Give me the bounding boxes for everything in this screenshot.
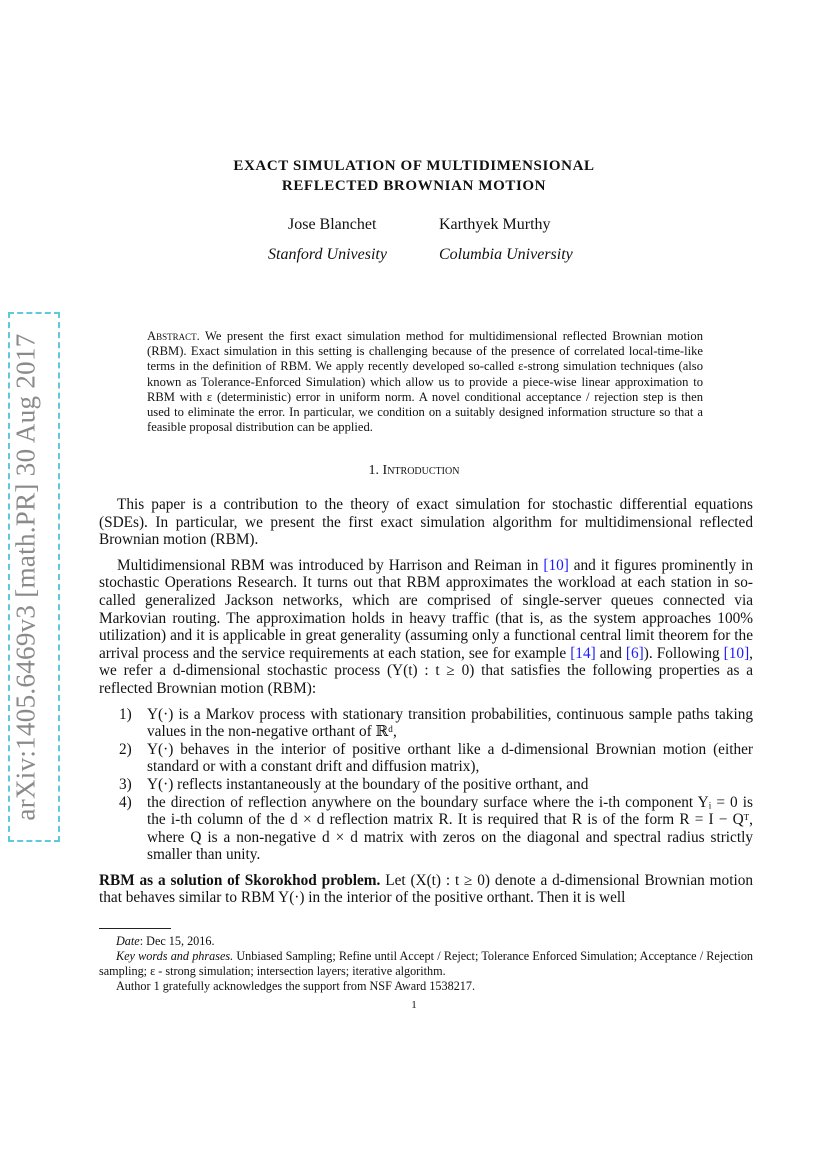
page-number: 1 — [411, 999, 417, 1011]
text-run: and — [595, 644, 626, 662]
item-number: 3) — [119, 775, 132, 793]
author-name: Jose Blanchet — [288, 216, 377, 233]
item-number: 4) — [119, 793, 132, 811]
date-footnote — [99, 934, 753, 949]
keywords-label: Key words and phrases. — [116, 949, 234, 963]
body-text — [99, 496, 753, 915]
text-run: Multidimensional RBM was introduced by Harrison and Reiman in — [117, 556, 544, 574]
rbm-skorokhod-paragraph — [99, 872, 753, 907]
abstract — [147, 329, 703, 435]
title-line-2: REFLECTED BROWNIAN MOTION — [281, 178, 547, 194]
list-item — [119, 775, 753, 794]
rbm-properties-list — [99, 706, 753, 864]
arxiv-stamp: arXiv:1405.6469v3 [math.PR] 30 Aug 2017 — [10, 333, 41, 821]
author-affiliation: Stanford Univesity — [268, 246, 387, 263]
list-item — [119, 705, 753, 741]
item-number: 2) — [119, 740, 132, 758]
date-label: Date — [116, 934, 140, 948]
footnotes — [99, 934, 753, 994]
abstract-text: We present the first exact simulation method for multidimensional reflected Brownian motion (RBM). Exact simulation in this setting is challenging because of the presence of correlated local-time-like terms in the definition of RBM. We apply recently developed so-called ε-strong simulation techniques (also known as Tolerance-Enforced Simulation) which allow us to provide a piece-wise linear approximation to RBM with ε (deterministic) error in uniform norm. A novel conditional acceptance / rejection step is then used to eliminate the error. In particular, we condition on a suitably designed information structure so that a feasible proposal distribution can be applied. — [147, 329, 704, 435]
intro-paragraph-1: This paper is a contribution to the theory of exact simulation for stochastic differential equations (SDEs). In particular, we present the first exact simulation algorithm for multidimensional reflected Brownian motion (RBM). — [99, 496, 753, 549]
abstract-label: Abstract. — [147, 329, 200, 343]
citation-link[interactable]: [14] — [570, 644, 596, 662]
list-item — [119, 793, 753, 864]
keywords-text: Unbiased Sampling; Refine until Accept / Reject; Tolerance Enforced Simulation; Acceptance / Rejection sampling; ε - strong simulation; intersection layers; iterative algorithm. — [99, 949, 753, 978]
citation-link[interactable]: [10] — [543, 556, 569, 574]
author-name: Karthyek Murthy — [439, 216, 551, 233]
author-2 — [439, 214, 573, 266]
date-value: : Dec 15, 2016. — [139, 934, 215, 948]
text-run: and it figures prominently in stochastic Operations Research. It turns out that RBM approximates the workload at each station in so-called generalized Jackson networks, which are comprised of single-server queues connected via Markovian routing. The approximation holds in heavy traffic (that is, as the system approaches 100% utilization) and it is applicable in great generality (assuming only a functional central limit theorem for the arrival process and the service requirements at each station, see for example — [99, 556, 754, 662]
item-text: Y(·) is a Markov process with stationary transition probabilities, continuous sample paths taking values in the non-negative orthant of ℝᵈ, — [147, 705, 753, 741]
list-item — [119, 740, 753, 776]
citation-link[interactable]: [10] — [723, 644, 750, 662]
item-number: 1) — [119, 705, 132, 723]
author-1 — [268, 214, 387, 266]
section-title: Introduction — [382, 463, 460, 478]
paragraph-text: Let (X(t) : t ≥ 0) denote a d-dimensional Brownian motion that behaves similar to RBM Y(·) in the interior of the positive orthant. Then it is well — [99, 871, 753, 907]
footnote-rule — [99, 928, 171, 929]
author-affiliation: Columbia University — [439, 246, 573, 263]
section-heading — [0, 463, 828, 479]
intro-paragraph-2 — [99, 557, 753, 698]
paper-title — [0, 156, 828, 196]
acknowledgement-footnote: Author 1 gratefully acknowledges the support from NSF Award 1538217. — [116, 979, 476, 993]
text-run: ). Following — [643, 644, 724, 662]
item-text: Y(·) behaves in the interior of positive orthant like a d-dimensional Brownian motion (either standard or with a constant drift and diffusion matrix), — [147, 740, 753, 776]
item-text: Y(·) reflects instantaneously at the boundary of the positive orthant, and — [147, 775, 589, 793]
citation-link[interactable]: [6] — [625, 644, 644, 662]
paragraph-heading: RBM as a solution of Skorokhod problem. — [99, 871, 381, 889]
text-run: , we refer a d-dimensional stochastic process (Y(t) : t ≥ 0) that satisfies the following properties as a reflected Brownian motion (RBM): — [99, 644, 753, 697]
item-text: the direction of reflection anywhere on the boundary surface where the i-th component Yᵢ = 0 is the i-th column of the d × d reflection matrix R. It is required that R is of the form R = I − Qᵀ, where Q is a non-negative d × d matrix with zeros on the diagonal and spectral radius strictly smaller than unity. — [147, 793, 753, 864]
keywords-footnote — [99, 949, 753, 979]
section-number: 1. — [368, 463, 380, 478]
title-line-1: EXACT SIMULATION OF MULTIDIMENSIONAL — [233, 158, 595, 174]
